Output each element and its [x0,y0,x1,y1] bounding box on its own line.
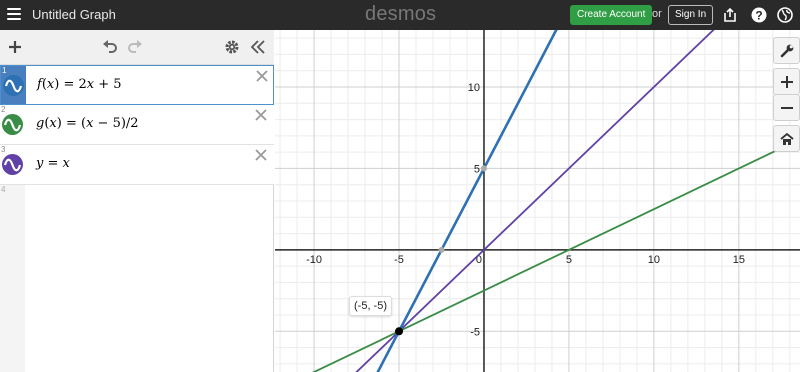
top-bar [0,0,800,30]
expression-index: 3 [1,145,6,154]
x-tick-label: 15 [732,253,745,266]
expression-index: 2 [1,105,6,114]
formula-part: x [46,77,55,92]
color-swatch-icon[interactable] [2,154,23,175]
globe-icon[interactable] [777,7,793,23]
brand-logo: desmos [365,3,437,25]
formula-part: g [36,116,45,131]
home-icon [779,131,795,147]
sign-in-button[interactable]: Sign In [668,5,713,25]
wrench-icon [779,43,795,59]
settings-gear-icon[interactable] [223,38,241,56]
collapse-panel-icon[interactable] [249,38,267,56]
delete-expression-icon[interactable] [255,69,269,83]
color-swatch-icon[interactable] [3,75,24,96]
graph-settings-button[interactable] [773,37,800,64]
formula-part: x [86,77,95,92]
point-label: (-5, -5) [349,296,392,316]
expression-row[interactable] [0,105,274,145]
formula-part: = [43,156,63,171]
y-intercept-point [481,165,487,171]
or-text: or [652,8,662,20]
formula-part: x [86,116,94,131]
wave-icon [2,114,23,135]
expression-formula[interactable] [37,77,122,92]
default-viewport-button[interactable] [773,125,800,152]
wave-icon [3,75,24,96]
y-tick-label: 5 [473,163,480,176]
expression-gutter [1,66,26,104]
delete-expression-icon[interactable] [254,148,268,162]
wave-icon [2,154,23,175]
help-icon[interactable] [751,7,767,23]
redo-icon[interactable] [126,38,144,56]
formula-part: x [49,116,57,131]
formula-part: x [62,156,70,171]
y-tick-label: -5 [470,326,480,339]
empty-expression-gutter[interactable] [0,185,25,372]
expression-gutter [0,105,25,144]
delete-expression-icon[interactable] [254,108,268,122]
minus-icon [779,100,795,116]
formula-part: f [37,77,42,92]
expression-row[interactable] [0,145,274,185]
x-tick-label: 0 [475,253,483,266]
next-expression-index: 4 [1,185,6,194]
x-intercept-point [439,247,445,253]
x-tick-label: -10 [306,253,323,266]
expression-formula[interactable] [36,116,139,131]
expression-formula[interactable] [36,156,70,171]
add-item-icon[interactable] [6,38,24,56]
y-tick-label: 10 [467,82,480,94]
x-tick-label: 5 [565,253,572,266]
undo-icon[interactable] [101,38,119,56]
expression-row[interactable] [0,65,274,105]
zoom-out-button[interactable] [773,94,800,121]
formula-part: y [36,156,44,171]
function-line [275,139,800,372]
formula-part: ( [41,77,47,92]
color-swatch-icon[interactable] [2,114,23,135]
create-account-button[interactable]: Create Account [570,5,652,25]
formula-part: ) = 2 [54,77,87,92]
expression-panel [0,30,274,372]
expression-index: 1 [2,66,7,75]
intersection-point [395,327,403,335]
x-tick-label: -5 [394,253,404,266]
formula-part: ( [44,116,50,131]
menu-icon[interactable] [7,8,21,20]
x-tick-label: 10 [647,253,661,266]
formula-part: ) = ( [56,116,87,131]
share-icon[interactable] [722,7,738,23]
formula-part: − 5)/2 [93,116,139,131]
graph-title[interactable]: Untitled Graph [32,7,116,22]
plus-icon [779,74,795,90]
formula-part: + 5 [94,77,122,92]
expression-gutter [0,145,25,184]
expression-toolbar [0,30,274,65]
zoom-in-button[interactable] [773,68,800,95]
svg-text:?: ? [755,8,763,23]
graph-canvas[interactable] [275,30,800,372]
